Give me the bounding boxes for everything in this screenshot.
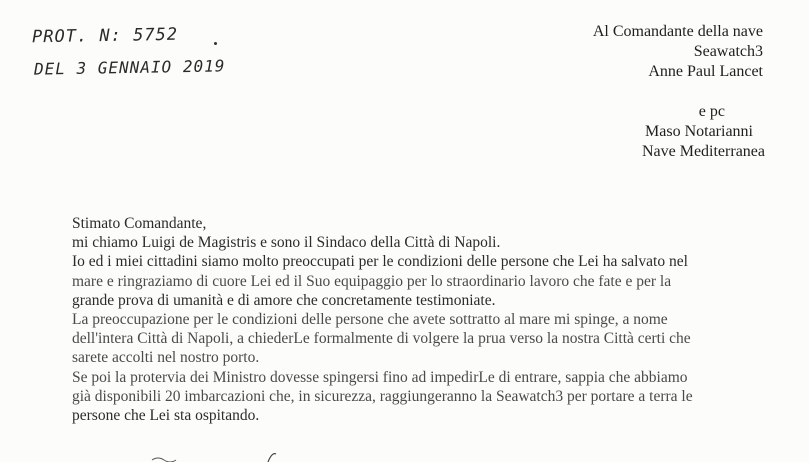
cc-block	[642, 102, 765, 162]
recipient-line: Anne Paul Lancet	[648, 63, 763, 80]
recipient-line: Al Comandante della nave	[592, 23, 763, 40]
cc-line: Nave Mediterranea	[641, 143, 765, 160]
body-line: già disponibili 20 imbarcazioni che, in sicurezza, raggiungeranno la Seawatch3 per portare a terra le	[72, 387, 693, 405]
greeting: Stimato Comandante,	[72, 215, 207, 232]
body-line: persone che Lei sta ospitando.	[72, 407, 260, 425]
body-line: Io ed i miei cittadini siamo molto preoccupati per le condizioni delle persone che Lei ha salvato nel	[72, 253, 688, 271]
body-line: dell'intera Città di Napoli, a chiederLe formalmente di volgere la prua verso la nostra Città certi che	[72, 330, 691, 348]
body-line: mare e ringraziamo di cuore Lei ed il Suo equipaggio per lo straordinario lavoro che fate e per la	[72, 272, 672, 290]
letter-body	[72, 214, 772, 425]
body-line: sarete accolti nel nostro porto.	[72, 349, 260, 367]
letter-date: DEL 3 GENNAIO 2019	[33, 56, 226, 79]
body-line: mi chiamo Luigi de Magistris e sono il Sindaco della Città di Napoli.	[72, 234, 501, 252]
recipient-block	[593, 22, 763, 82]
protocol-number: PROT. N: 5752	[31, 24, 179, 48]
body-line: La preoccupazione per le condizioni delle persone che avete sottratto al mare mi spinge, a nome	[72, 311, 668, 329]
body-line: Se poi la protervia dei Ministro dovesse spingersi fino ad impedirLe di entrare, sappia che abbiamo	[72, 368, 688, 386]
signature-fragment	[150, 450, 290, 462]
cc-line: e pc	[698, 103, 725, 120]
cc-line: Maso Notarianni	[645, 123, 753, 140]
body-line: grande prova di umanità e di amore che concretamente testimoniate.	[72, 291, 496, 309]
recipient-line: Seawatch3	[693, 43, 763, 60]
ink-dot	[214, 42, 217, 45]
